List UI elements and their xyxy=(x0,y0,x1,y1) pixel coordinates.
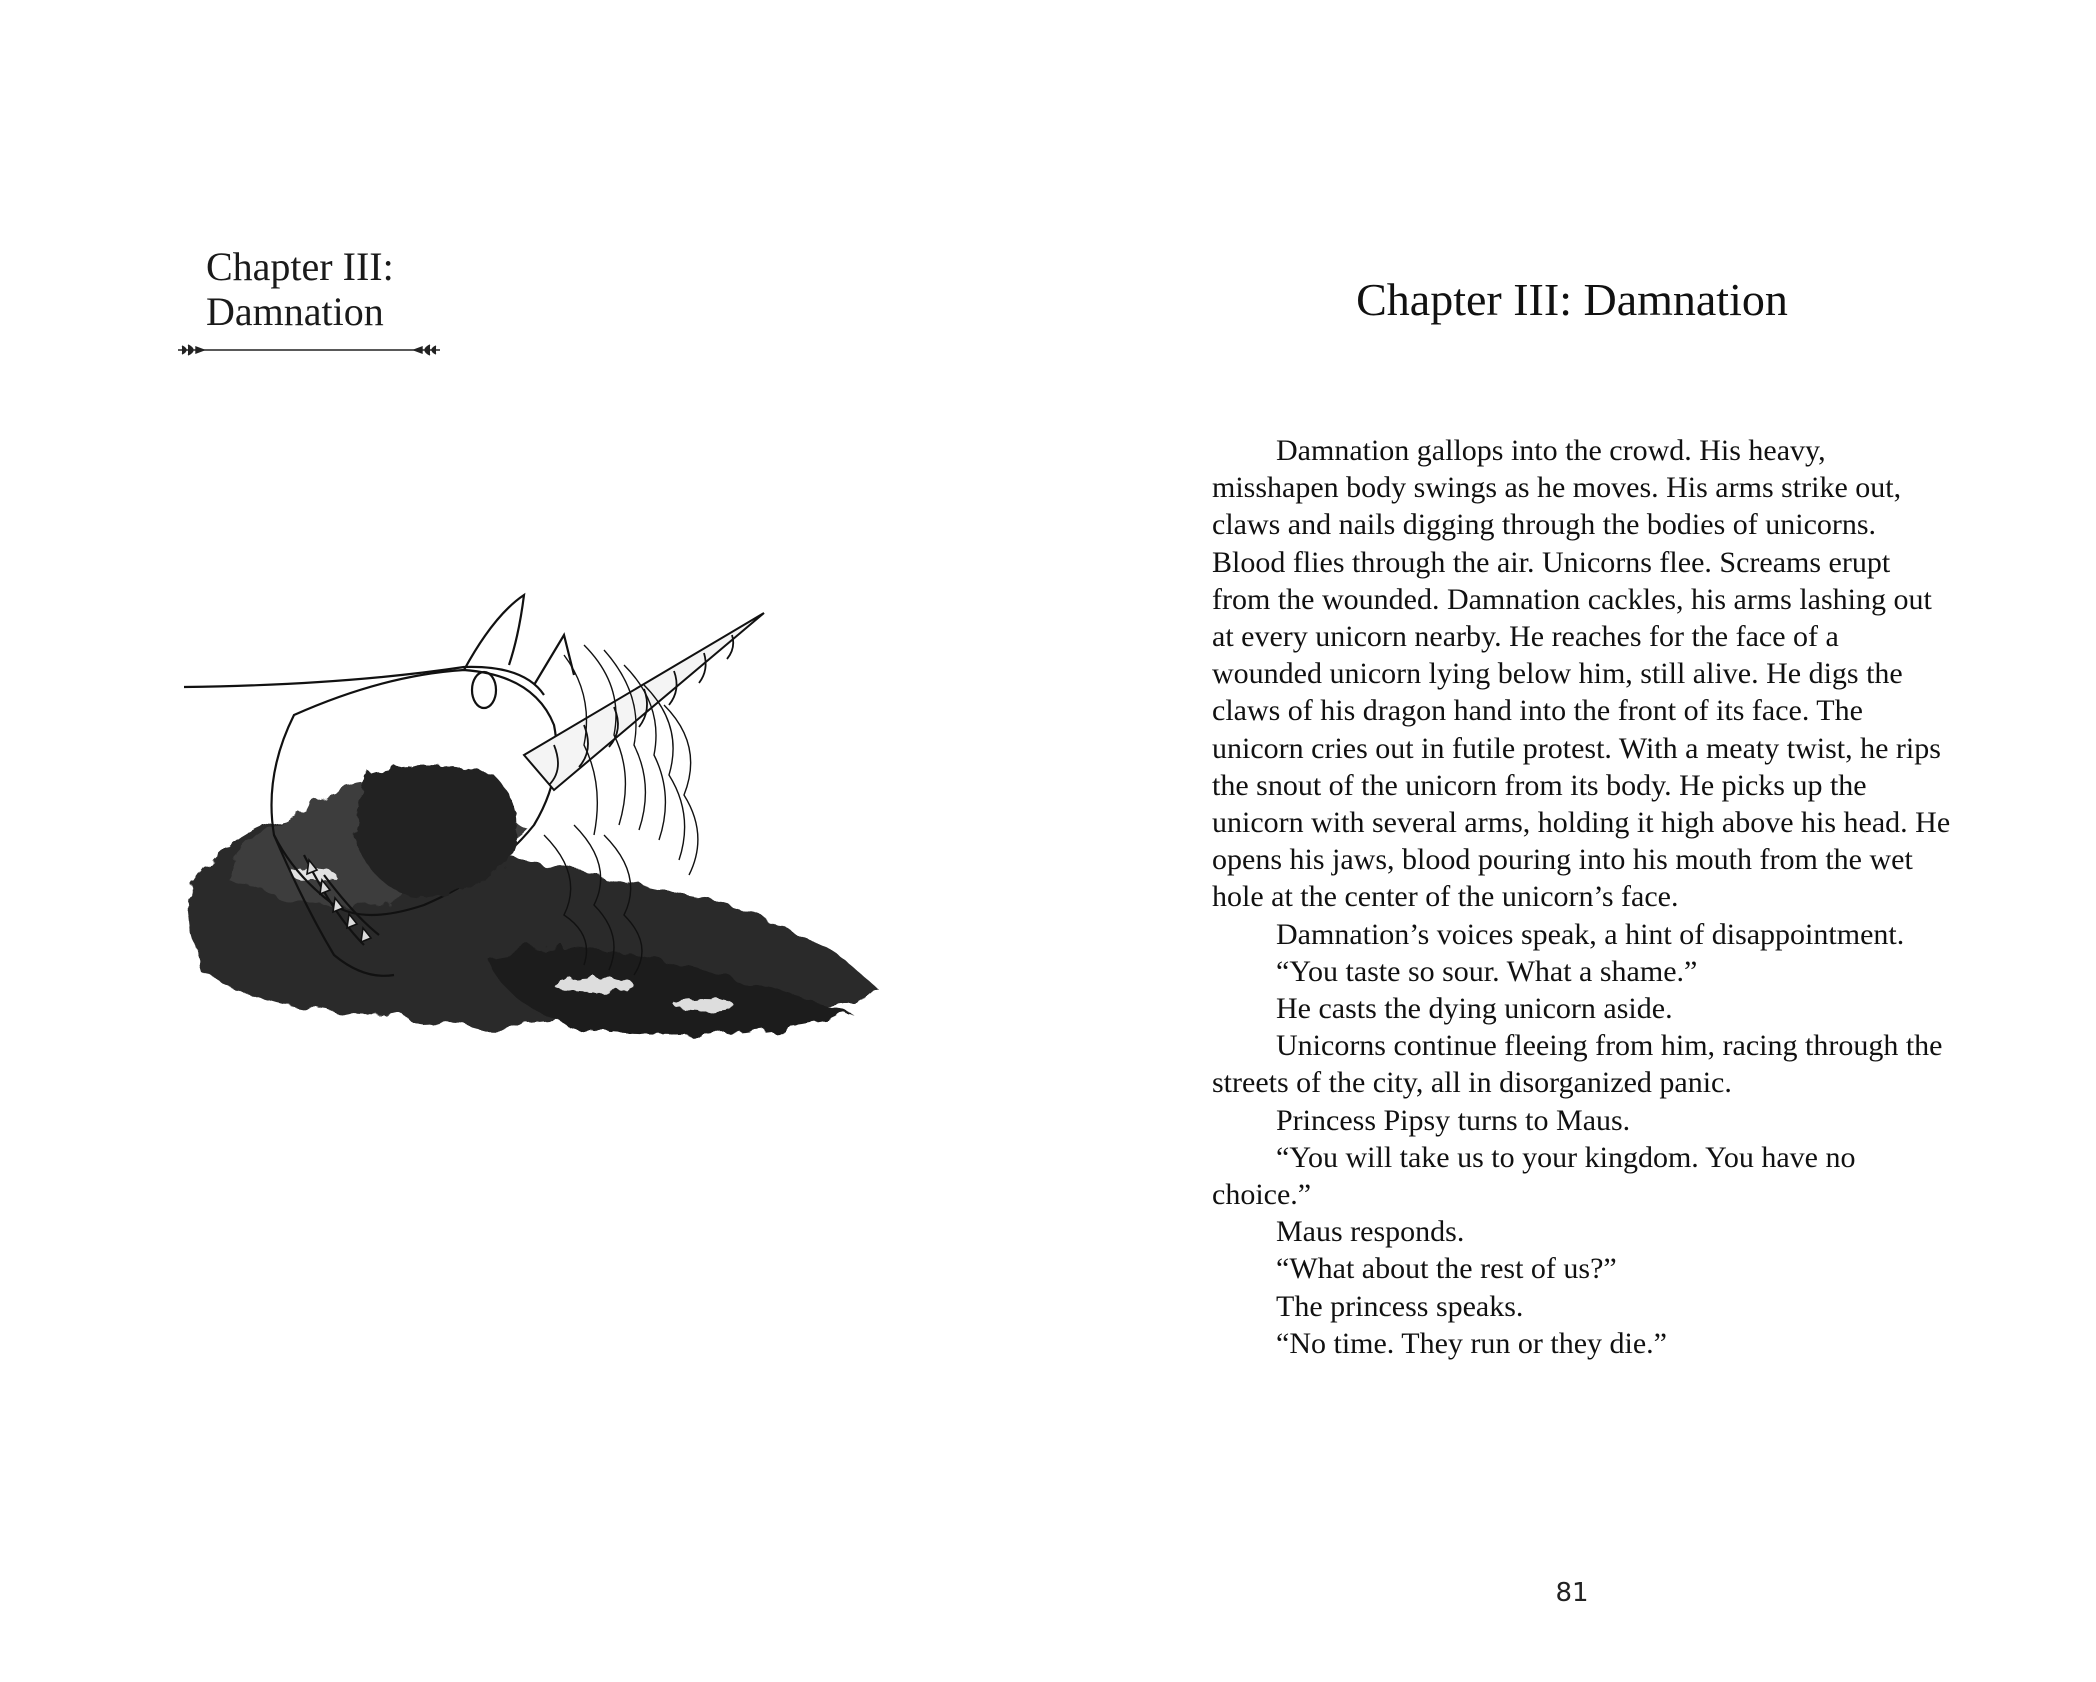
unicorn-head-ink-illustration xyxy=(164,575,894,1055)
paragraph: Damnation gallops into the crowd. His heavy, misshapen body swings as he moves. His arms strike out, claws and nails digging through the bodies of unicorns. Blood flies through the air. Unicorns flee. Screams erupt from the wounded. Damnation cackles, his arms lashing out at every unicorn nearby. He reaches for the face of a wounded unicorn lying below him, still alive. He digs the claws of his dragon hand into the front of its face. The unicorn cries out in futile protest. With a meaty twist, he rips the snout of the unicorn from its body. He picks up the unicorn with several arms, holding it high above his head. He opens his jaws, blood pouring into his mouth from the wet hole at the center of the unicorn’s face. xyxy=(1212,434,1951,914)
paragraph: “You will take us to your kingdom. You have no choice.” xyxy=(1212,1140,1856,1212)
body-text xyxy=(1212,432,1952,1362)
paragraph: Unicorns continue fleeing from him, racing through the streets of the city, all in disorganized panic. xyxy=(1212,1029,1943,1100)
paragraph: Damnation’s voices speak, a hint of disappointment. xyxy=(1276,917,1905,951)
running-head xyxy=(206,244,394,334)
paragraph: Maus responds. xyxy=(1276,1215,1465,1249)
chapter-title: Chapter III: Damnation xyxy=(1356,274,1788,325)
paragraph: He casts the dying unicorn aside. xyxy=(1276,992,1673,1026)
paragraph: Princess Pipsy turns to Maus. xyxy=(1276,1103,1631,1137)
paragraph: The princess speaks. xyxy=(1276,1289,1524,1323)
flourish-divider-icon xyxy=(176,340,442,360)
paragraph: “What about the rest of us?” xyxy=(1276,1252,1617,1286)
running-head-line-1: Chapter III: xyxy=(206,244,394,289)
page-number: 81 xyxy=(1555,1578,1589,1608)
paragraph: “No time. They run or they die.” xyxy=(1276,1326,1667,1360)
paragraph: “You taste so sour. What a shame.” xyxy=(1276,954,1698,988)
running-head-line-2: Damnation xyxy=(206,289,384,334)
